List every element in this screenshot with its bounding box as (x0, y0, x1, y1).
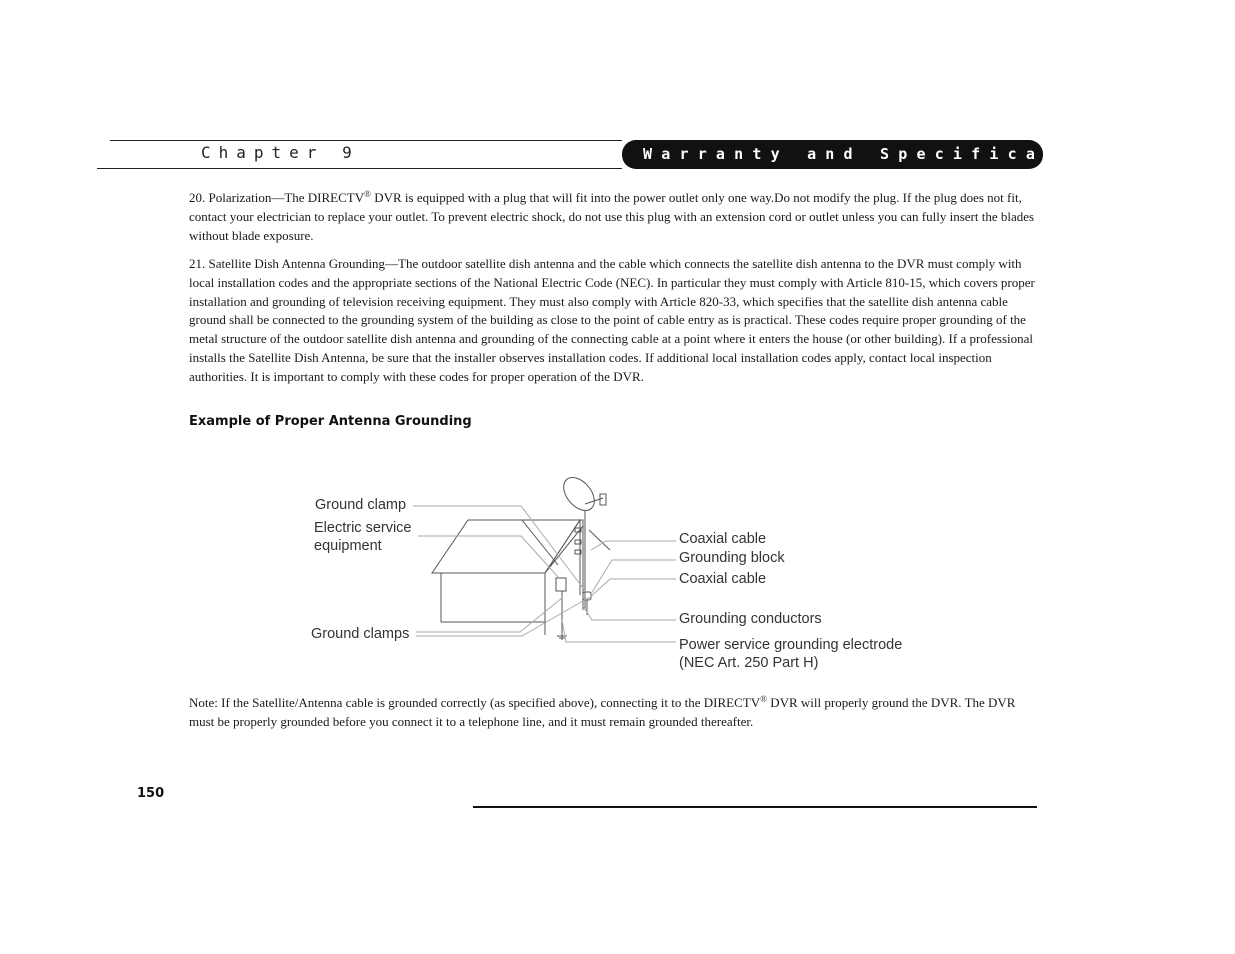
leader-coax-bottom (587, 579, 676, 600)
page-number: 150 (137, 786, 165, 801)
electric-service-box (556, 578, 566, 591)
paragraph-polarization (189, 189, 1041, 245)
label-coaxial-cable-bottom: Coaxial cable (679, 571, 767, 587)
p20-text-end: DVR is equipped with a plug that will fit into the power outlet only one way.Do not modify the plug. If the plug does not fit, contact your electrician to replace your outlet. To prevent electric shock, do not use this plug with an extension cord or outlet unless you can fully insert the blades without blade exposure. (189, 190, 1035, 243)
label-power-electrode-line2: (NEC Art. 250 Part H) (679, 655, 819, 671)
label-coaxial-cable-top: Coaxial cable (679, 531, 767, 547)
label-grounding-block: Grounding block (679, 550, 785, 566)
satellite-dish (558, 472, 601, 517)
note-paragraph (189, 694, 1041, 732)
footer-rule (473, 806, 1037, 808)
leader-grounding-block (591, 560, 676, 594)
example-heading: Example of Proper Antenna Grounding (189, 414, 472, 429)
mast-support (589, 530, 610, 550)
label-power-electrode-line1: Power service grounding electrode (679, 637, 903, 653)
label-electric-service-line1: Electric service (314, 520, 412, 536)
note-text-end: DVR will properly ground the DVR. The DVR must be properly grounded before you connect it to a telephone line, and it must remain grounded thereafter. (189, 695, 1016, 729)
dish-lnb (600, 494, 606, 505)
label-grounding-conductors: Grounding conductors (679, 611, 822, 627)
paragraph-antenna-grounding: 21. Satellite Dish Antenna Grounding—The outdoor satellite dish antenna and the cable which connects the satellite dish antenna to the DVR must comply with local installation codes and the appropriate sections of the National Electric Code (NEC). In particular they must comply with Article 810-15, which covers proper installation and grounding of television receiving equipment. They must also comply with Article 820-33, which specifies that the satellite dish antenna cable ground shall be connected to the grounding system of the building as close to the point of cable entry as is practical. These codes require proper grounding of the metal structure of the outdoor satellite dish antenna and grounding of the connecting cable at a point where it enters the house (or other building). If a professional installs the Satellite Dish Antenna, be sure that the installer observes installation codes. If additional local installation codes apply, contact local inspection authorities. It is important to comply with these codes for proper operation of the DVR. (189, 256, 1035, 384)
leader-grounding-conductors (583, 606, 676, 620)
label-ground-clamp: Ground clamp (315, 497, 407, 513)
registered-mark: ® (364, 189, 371, 199)
header-top-rule (110, 140, 622, 141)
section-title: Warranty and Specifications (622, 140, 1043, 169)
leader-coax-top (591, 541, 676, 550)
p20-text-start: 20. Polarization—The DIRECTV (189, 190, 365, 205)
header-bottom-rule (97, 168, 622, 169)
leader-electric-service (418, 536, 559, 578)
label-ground-clamps: Ground clamps (311, 626, 410, 642)
label-electric-service-line2: equipment (314, 538, 382, 554)
note-registered-mark: ® (760, 694, 767, 704)
note-text-start: Note: If the Satellite/Antenna cable is grounded correctly (as specified above), connecting it to the DIRECTV (189, 695, 761, 710)
leader-ground-clamp (413, 506, 586, 592)
leader-ground-clamps-1 (416, 598, 562, 632)
chapter-label: Chapter 9 (201, 143, 360, 162)
leader-electrode (562, 620, 676, 642)
